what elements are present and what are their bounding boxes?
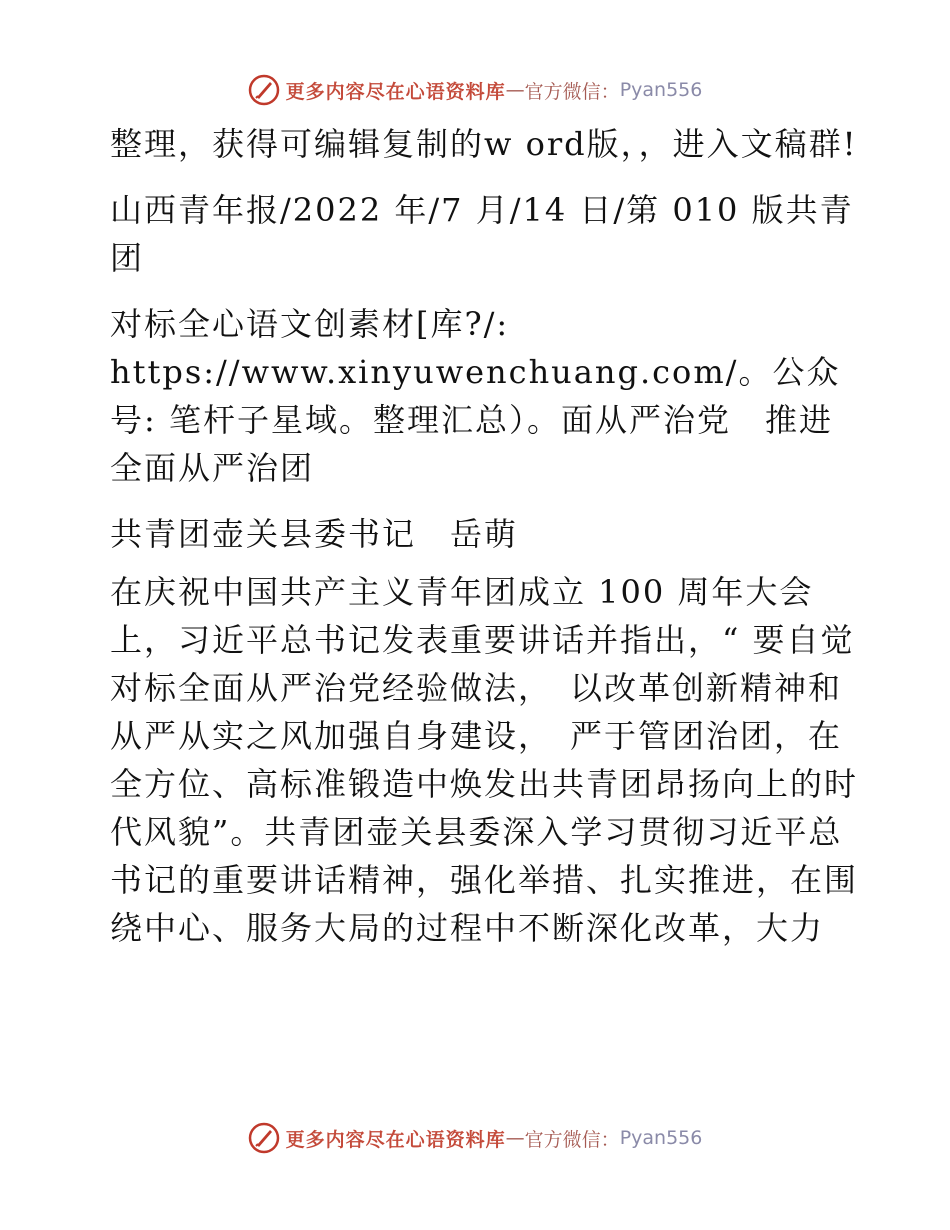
watermark-sub-text: 官方微信： (524, 1128, 620, 1151)
paragraph-body: 在庆祝中国共产主义青年团成立 100 周年大会上，习近平总书记发表重要讲话并指出，“ 要自觉对标全面从严治党经验做法， 以改革创新精神和从严从实之风加强自身建设， 严于管团治团，在全方位、高标准锻造中焕发出共青团昂扬向上的时代风貌”。共青团壶关县委深入学习贯彻习近平总书记的重要讲话精神，强化举措、扎实推进，在围绕中心、服务大局的过程中不断深化改革，大力 (110, 573, 859, 947)
watermark-wechat-id: Pyan556 (619, 1127, 703, 1149)
quill-logo-icon (248, 1122, 280, 1154)
watermark-wechat-id: Pyan556 (619, 79, 703, 101)
document-body (98, 120, 858, 970)
quill-logo-icon (248, 74, 280, 106)
watermark-separator: — (505, 1127, 525, 1149)
watermark-separator: — (505, 79, 525, 101)
paragraph-author: 共青团壶关县委书记 岳萌 (110, 515, 519, 553)
watermark-main-text: 更多内容尽在心语资料库 (285, 80, 506, 103)
watermark-sub-text: 官方微信： (524, 80, 620, 103)
paragraph-source: 山西青年报/2022 年/7 月/14 日/第 010 版共青团 (110, 191, 854, 277)
paragraph-title: 对标全心语文创素材[库?/: https://www.xinyuwenchuang.com/。公众号: 笔杆子星域。整理汇总）。面从严治党 推进全面从严治团 (110, 305, 841, 487)
watermark-header (0, 74, 950, 106)
watermark-footer (0, 1122, 950, 1154)
watermark-main-text: 更多内容尽在心语资料库 (285, 1128, 506, 1151)
paragraph-1: 整理，获得可编辑复制的w ord版，，进入文稿群! (110, 125, 858, 163)
